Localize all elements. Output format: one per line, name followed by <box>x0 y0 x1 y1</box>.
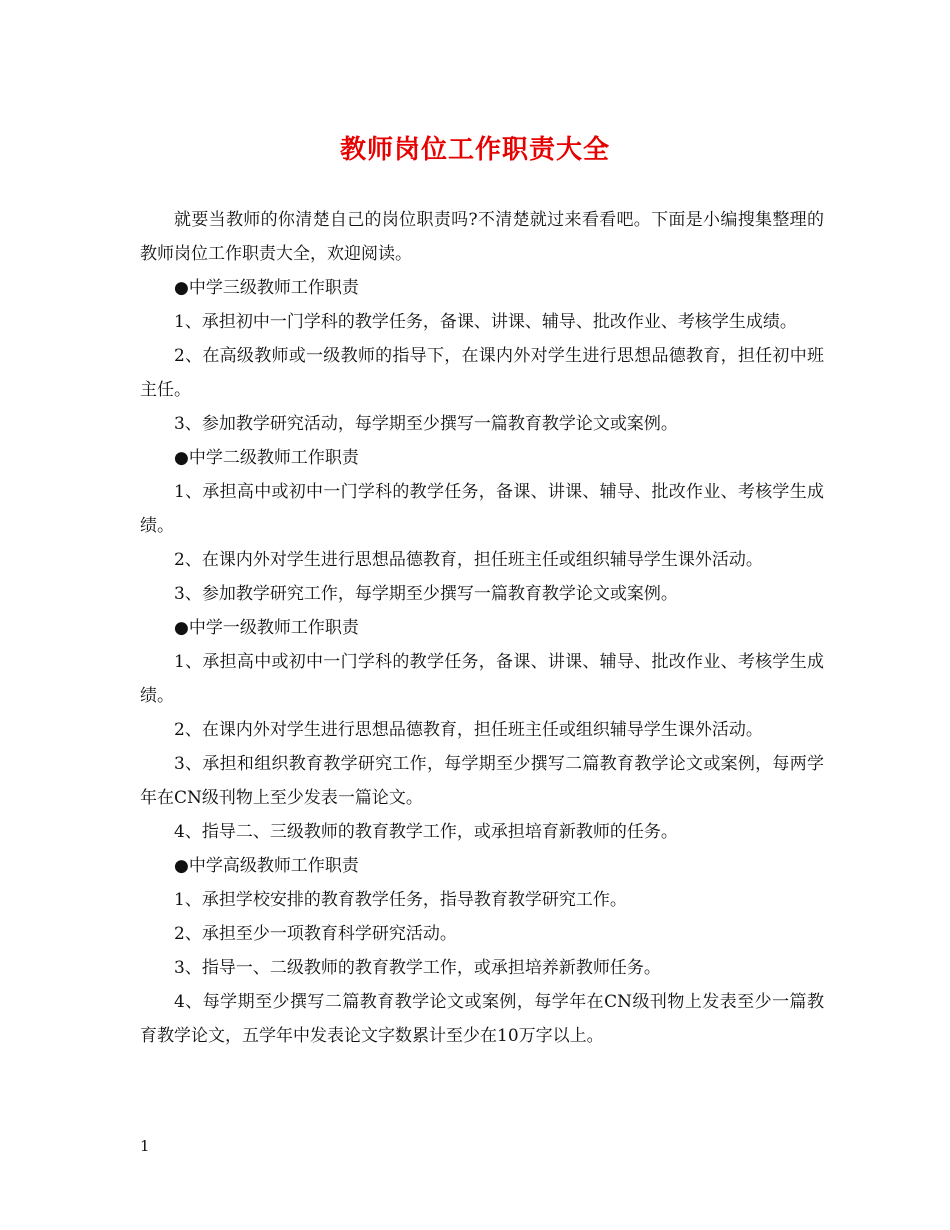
paragraph: 2、承担至少一项教育科学研究活动。 <box>174 924 457 944</box>
page-number: 1 <box>140 1137 150 1155</box>
paragraph: 1、承担初中一门学科的教学任务，备课、讲课、辅导、批改作业、考核学生成绩。 <box>174 312 797 332</box>
paragraph: 3、承担和组织教育教学研究工作，每学期至少撰写二篇教育教学论文或案例，每两学年在CN级刊物上至少发表一篇论文。 <box>140 754 824 808</box>
section-heading-grade3: ●中学三级教师工作职责 <box>174 278 359 298</box>
document-title: 教师岗位工作职责大全 <box>339 135 610 165</box>
paragraph: 1、承担学校安排的教育教学任务，指导教育教学研究工作。 <box>174 890 627 910</box>
paragraph: 3、参加教学研究活动，每学期至少撰写一篇教育教学论文或案例。 <box>174 414 678 434</box>
paragraph: 3、指导一、二级教师的教育教学工作，或承担培养新教师任务。 <box>174 958 661 978</box>
section-heading-grade1: ●中学一级教师工作职责 <box>174 618 359 638</box>
paragraph: 4、指导二、三级教师的教育教学工作，或承担培育新教师的任务。 <box>174 822 678 842</box>
section-heading-senior: ●中学高级教师工作职责 <box>174 856 359 876</box>
document-body <box>140 203 824 1053</box>
paragraph: 2、在高级教师或一级教师的指导下，在课内外对学生进行思想品德教育，担任初中班主任。 <box>140 346 824 400</box>
paragraph: 3、参加教学研究工作，每学期至少撰写一篇教育教学论文或案例。 <box>174 584 678 604</box>
paragraph: 2、在课内外对学生进行思想品德教育，担任班主任或组织辅导学生课外活动。 <box>174 550 763 570</box>
section-heading-grade2: ●中学二级教师工作职责 <box>174 448 359 468</box>
paragraph: 1、承担高中或初中一门学科的教学任务，备课、讲课、辅导、批改作业、考核学生成绩。 <box>140 652 824 706</box>
paragraph: 4、每学期至少撰写二篇教育教学论文或案例，每学年在CN级刊物上发表至少一篇教育教学论文，五学年中发表论文字数累计至少在10万字以上。 <box>140 992 824 1046</box>
paragraph: 1、承担高中或初中一门学科的教学任务，备课、讲课、辅导、批改作业、考核学生成绩。 <box>140 482 824 536</box>
intro-paragraph: 就要当教师的你清楚自己的岗位职责吗?不清楚就过来看看吧。下面是小编搜集整理的教师岗位工作职责大全，欢迎阅读。 <box>140 210 824 264</box>
paragraph: 2、在课内外对学生进行思想品德教育，担任班主任或组织辅导学生课外活动。 <box>174 720 763 740</box>
